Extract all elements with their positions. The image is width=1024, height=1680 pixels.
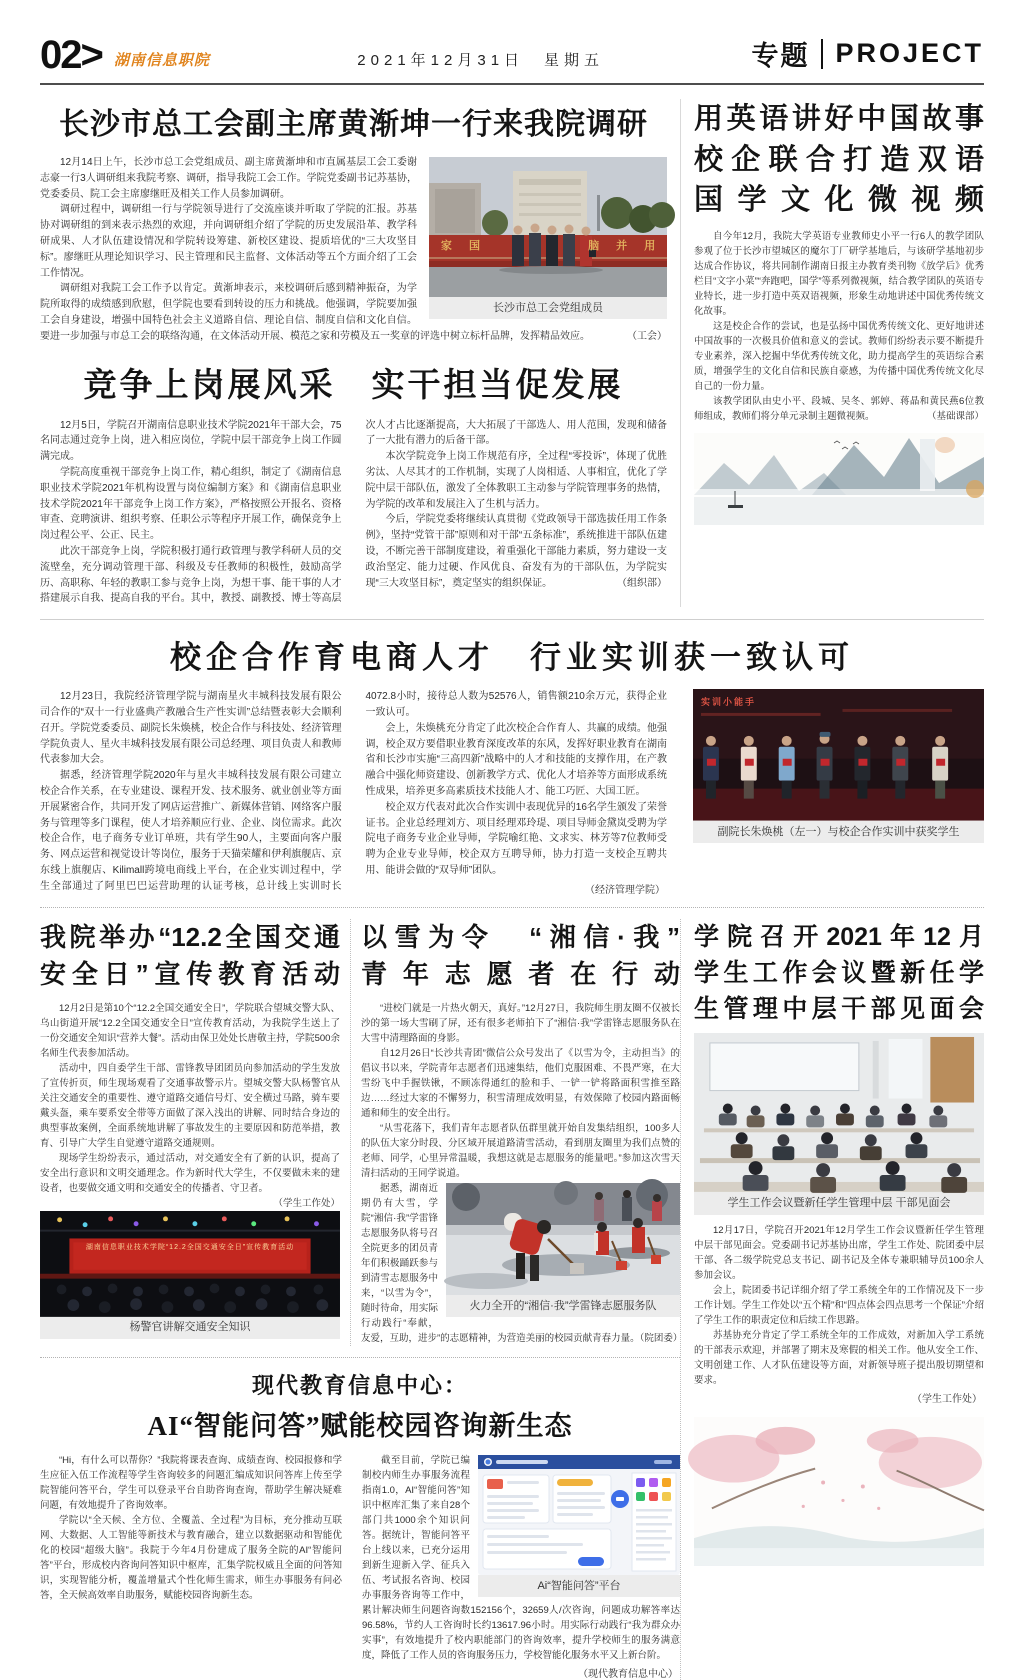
article-snow-headline xyxy=(361,919,680,993)
photo-union-visit-image xyxy=(429,157,667,297)
ai-screenshot-caption: Ai“智能问答”平台 xyxy=(478,1575,680,1597)
bottom-columns xyxy=(40,919,683,1346)
paragraph xyxy=(366,512,668,591)
article-meeting-headline xyxy=(694,919,984,1028)
ink-painting-blossom-image xyxy=(694,1417,984,1566)
paragraph: 截至目前，学院已编制校内师生办事服务流程指南1.0，AI“智能问答”知识中枢库汇集了来自28个部门共1000余个知识问答。据统计，智能问答平台上线以来，已充分运用到新生迎新入学、征兵入伍、考试报名咨询、校园办事服务咨询等工作中，累计解决师生问题咨询数152156个，32659人/次咨询，问题成功解答率达96.58%，节约人工咨询时长约13617.96小时。用实际行动践行“我为群众办实事”，有效地提升了校内职能部门的咨询效率，提升学校师生的服务满意度，降低了工作人员的咨询服务压力，学校智能化服务水平又上新台阶。 xyxy=(362,1454,680,1661)
section-divider xyxy=(40,619,984,620)
article-cadre-competition xyxy=(40,359,667,608)
ai-platform-screenshot xyxy=(478,1455,680,1575)
paragraph: 会上，院团委书记详细介绍了学工系统全年的工作情况及下一步工作计划。学生工作处以“五个精”和“四点体会四点思考一个保证”介绍了学生工作的职责定位和后续工作思路。 xyxy=(694,1284,984,1326)
ai-screenshot-image xyxy=(478,1455,680,1575)
paragraph: 会上，朱焕桃充分肯定了此次校企合作育人、共赢的成绩。他强调，校企双方要借职业教育深度改革的东风，发挥好职业教育在湖南省和长沙市实施“三高四新”战略中的人才和技能的支撑作用，在产教融合中强化师资建设、创新教学方式、优化人才培养等方面形成系统性成果，培养更多高素质技术技能人才、能工巧匠、大国工匠。 xyxy=(365,722,667,797)
photo-meeting-caption: 学生工作会议暨新任学生管理中层 干部见面会 xyxy=(694,1192,984,1214)
paragraph: “Hi，有什么可以帮你？”我院将课表查询、成绩查询、校园报修和学生应征入伍工作流程等学生咨询较多的问题汇编成知识问答库上传至学院智能问答平台，学生可以登录平台自助咨询查询，帮助学生解决疑难问题，有效地提升了咨询效率。 xyxy=(40,1454,342,1511)
paragraph-text: 今后，学院党委将继续认真贯彻《党政领导干部选拔任用工作条例》，坚持“党管干部”原则和对干部“五条标准”，系统推进干部队伍建设，不断完善干部制度建设，着重强化干部能力素质，努力建设一支政治坚定、能力过硬、作风优良、奋发有为的干部队伍，为学院实现“三大攻坚目标”，奠定坚实的组织保证。 xyxy=(365,514,667,589)
paragraph: 据悉，经济管理学院2020年与星火丰城科技发展有限公司建立校企合作关系，在专业建设、课程开发、技术服务、就业创业等方面开展紧密合作，共同开发了网店运营推广、新媒体营销、网络客户服务与管理等多门课程，使人才培养顺应行业、企业、岗位需求。此次校企合作，电子商务专业订单班，共有学生90人，主要面向客户服务、网点运营和视觉设计等岗位，服务于天猫荣耀和伊利旗舰店、京东线上旗舰店、Kilimall跨境电商线上平台，在企业实训过程中，学生全部通过了阿里巴巴运营助理的认证考核，总计线上实训时长4072.8小时，接待总人数为52576人，销售额210余万元，获得企业一致认可。 xyxy=(40,691,667,892)
article-english-video-body xyxy=(694,229,984,424)
masthead-logo: 湖南信息职院 xyxy=(113,52,210,69)
paragraph-text: 现场学生纷纷表示，通过活动，对交通安全有了新的认识，提高了安全出行意识和文明交通理念。作为新时代大学生，不仅要做未来的建设者，也要做交通文明和交通安全的传播者、守卫者。 xyxy=(40,1152,340,1194)
paragraph: 12月14日上午，长沙市总工会党组成员、副主席黄渐坤和市直属基层工会工委谢志豪一行3人调研组来我院考察、调研，指导我院工会工作。学院党委副书记苏基协，党委委员、院工会主席廖继旺及相关工作人员参加调研。 xyxy=(40,157,417,200)
headline-line-1: 学院召开2021年12月 xyxy=(694,922,984,951)
paragraph: 12月17日，学院召开2021年12月学生工作会议暨新任学生管理中层干部见面会。党委副书记苏基协出席，学生工作处、院团委中层干部、各二级学院党总支书记、副书记及全体专兼职辅导员100余人参加会议。 xyxy=(694,1224,984,1281)
page-number: 02> xyxy=(40,33,102,77)
headline-line-2: 校企联合打造双语 xyxy=(694,143,984,176)
headline-line-1: 用英语讲好中国故事 xyxy=(694,103,984,135)
header-left xyxy=(40,33,210,77)
top-left-column xyxy=(40,99,680,607)
photo-traffic-banner-text: 湖南信息职业技术学院“12.2全国交通安全日”宣传教育活动 xyxy=(85,1243,295,1251)
article-ai-headline-1: 现代教育信息中心： xyxy=(251,1372,468,1398)
article-cadre-headline: 竞争上岗展风采 实干担当促发展 xyxy=(83,367,624,404)
article-traffic-safety xyxy=(40,919,350,1346)
byline: （经济管理学院） xyxy=(585,884,665,896)
photo-traffic-lecture xyxy=(40,1204,340,1317)
article-union-visit-headline: 长沙市总工会副主席黄渐坤一行来我院调研 xyxy=(59,108,648,141)
paragraph: 学院高度重视干部竞争上岗工作，精心组织，制定了《湖南信息职业技术学院2021年机构设置与岗位编制方案》和《湖南信息职业技术学院2021年干部竞争上岗工作方案》，严格按照公开报名、资格审查、竞聘演讲、组织考察、任职公示等程序开展工作，确保竞争上岗过程公平、公正、民主。 xyxy=(40,466,342,542)
article-traffic-headline xyxy=(40,919,340,993)
ink-painting-blossom xyxy=(694,1417,984,1566)
section-title-cn: 专题 xyxy=(751,41,810,71)
section-divider-bar xyxy=(821,39,823,69)
bottom-left-group xyxy=(40,919,683,1680)
publication-date: 2021年12月31日 星期五 xyxy=(357,52,605,69)
article-ecommerce-content xyxy=(40,689,984,896)
photo-wall-text-right: 脑 并 用 xyxy=(588,239,663,252)
ink-painting-image xyxy=(694,433,984,525)
top-section xyxy=(40,99,984,607)
byline: （现代教育信息中心） xyxy=(578,1668,678,1680)
article-ai-body xyxy=(40,1453,680,1680)
paragraph: 据悉，湖南近期仍有大雪，学院“湘信·我”学雷锋志愿服务队将号召全院更多的团员青年们积极踊跃参与到清雪志愿服务中来，“以雪为令”，随时待命，用实际行动践行“奉献，友爱，互助，进步”的志愿精神，为营造美丽的校园贡献青春力量。（院团委） xyxy=(361,1182,683,1344)
photo-award-ceremony xyxy=(693,689,984,821)
article-ecommerce-training xyxy=(40,632,984,896)
article-english-video xyxy=(680,99,984,607)
paragraph-text: 该教学团队由史小平、段城、吴冬、郭婷、蒋晶和黄民燕6位教师组成，教师们将分单元录制主题微视频。 xyxy=(694,395,984,422)
headline-line-2: 学生工作会议暨新任学 xyxy=(694,958,984,987)
photo-snow-block xyxy=(446,1183,680,1317)
paragraph xyxy=(694,394,984,424)
photo-award-block xyxy=(680,689,984,896)
photo-traffic-caption: 杨警官讲解交通安全知识 xyxy=(40,1316,340,1338)
article-union-visit xyxy=(40,99,667,345)
article-union-visit-body xyxy=(40,155,667,345)
photo-snow-shoveling xyxy=(446,1183,680,1295)
photo-wall-text-left: 家 国 xyxy=(440,239,487,252)
headline-line-2: 安全日”宣传教育活动 xyxy=(40,958,340,989)
paragraph xyxy=(40,1151,340,1209)
photo-snow-image xyxy=(446,1183,680,1295)
paragraph-text: 调研组对我院工会工作予以肯定。黄渐坤表示，来校调研后感到精神振奋，为学院所取得的成绩感到欣慰，但学院也要看到转设的压力和挑战。他强调，学院要加强工会自身建设，增强中国特色社会主义道路自信、理论自信、制度自信和文化自信。要进一步加强与市总工会的联络沟通，在文体活动开展、模范之家和劳模及五一奖章的评选中树立标杆品牌，发挥精品效应。 xyxy=(40,283,590,342)
photo-award-overlay-text: 实训小能手 xyxy=(701,697,757,708)
article-ecommerce-body xyxy=(40,689,680,896)
byline: （学生工作处） xyxy=(273,1197,340,1209)
ink-painting-landscape xyxy=(694,433,984,525)
paragraph: 学院以“全天候、全方位、全覆盖、全过程”为目标，充分推动互联网、大数据、人工智能等新技术与教育融合，建立以数据驱动和智能优化的校园“超级大脑”。我院于今年4月份建成了服务全院的AI“智能问答”平台，形成校内咨询问答知识中枢库，汇集学院权威且全面的问答知识，实现智能分析，覆盖增量式个性化师生需求，师生办事服务有问必答，全天候高效率自助服务，赋能校园咨询新生态。 xyxy=(40,1514,342,1601)
photo-traffic-image xyxy=(40,1211,340,1317)
section-divider-dotted xyxy=(40,907,984,908)
headline-line-3: 生管理中层干部见面会 xyxy=(694,995,984,1024)
paragraph: 苏基协充分肯定了学工系统全年的工作成效，对新加入学工系统的干部表示欢迎，并部署了期末及寒假的相关工作。他从安全工作、文明创建工作、人才队伍建设等方面，对新领导班子提出殷切期望和要求。 xyxy=(694,1329,984,1386)
photo-award-image xyxy=(693,689,984,821)
photo-union-visit xyxy=(429,157,667,297)
photo-award-caption: 副院长朱焕桃（左一）与校企合作实训中获奖学生 xyxy=(693,821,984,843)
paragraph: 本次学院竞争上岗工作规范有序，全过程“零投诉”，体现了优胜劣汰、人尽其才的工作机制，实现了人岗相适、人事相宜，优化了学院中层干部队伍，激发了全体教职工主动参与学院管理事务的热情，为学院的改革和发展注入了生机与活力。 xyxy=(365,451,667,510)
article-english-video-headline xyxy=(694,99,984,221)
paragraph: 活动中，四自委学生干部、雷锋教导团团员向参加活动的学生发放了宣传折页，师生现场观看了交通事故警示片。望城交警大队杨警官从关注交通安全的重要性、遵守道路交通信号灯、安全横过马路，骑车要戴头盔，乘车要系安全带等方面做了深入浅出的讲解、同时结合身边的典型事故案例，全面系统地讲解了事故发生的主要原因和防范举措，教育、引导广大学生自觉遵守道路交通规则。 xyxy=(40,1062,340,1149)
article-snow-wrap xyxy=(361,1181,683,1346)
paragraph: 这是校企合作的尝试，也是弘扬中国优秀传统文化、更好地讲述中国故事的一次极具价值和意义的尝试。教师们纷纷表示要不断提升专业素养，深入挖掘中华优秀传统文化，助力提高学生的英语综合素质，增强学生的文化自信和民族自豪感，为传播中国优秀传统文化尽自己的一份力量。 xyxy=(694,320,984,392)
headline-line-3: 国学文化微视频 xyxy=(694,184,984,217)
paragraph: “进校门就是一片热火朝天，真好。”12月27日，我院师生朋友圈不仅被长沙的第一场大雪刷了屏，还有很多老师拍下了“湘信·我”学雷锋志愿服务队在大雪中清理路面的身影。 xyxy=(361,1002,680,1044)
section-divider-dotted xyxy=(40,1357,680,1358)
headline-line-2: 青年志愿者在行动 xyxy=(361,958,680,989)
bottom-section xyxy=(40,919,984,1680)
article-ai-headline-2: AI“智能问答”赋能校园咨询新生态 xyxy=(147,1410,573,1441)
article-cadre-body xyxy=(40,418,667,608)
article-snow-volunteers xyxy=(350,919,683,1346)
paragraph: 自12月26日“长沙共青团”微信公众号发出了《以雪为令，主动担当》的倡议书以来，学院青年志愿者们迅速集结，他们克服困难、不畏严寒，在大雪纷飞中手握铁锹，不顾冻得通红的脸和手、一铲一铲将路面积雪推至路边……经过大家的不懈努力，积雪清理成效明显，有效保障了校园内路面畅通和师生的安全出行。 xyxy=(361,1047,680,1119)
article-meeting-body xyxy=(694,1223,984,1405)
photo-snow-caption: 火力全开的“湘信·我”学雷锋志愿服务队 xyxy=(446,1295,680,1317)
photo-union-visit-block xyxy=(429,157,667,319)
paragraph: “从雪花落下，我们青年志愿者队伍群里就开始自发集结组织，100多人的队伍大家分时段、分区域开展道路清雪活动，看到朋友圈里为我们点赞的老师、同学，心里异常温暖，我想这就是志愿服务的能量吧。”参加这次雪天清扫活动的王同学说道。 xyxy=(361,1122,680,1179)
byline: （学生工作处） xyxy=(912,1393,982,1405)
paragraph: 调研过程中，调研组一行与学院领导进行了交流座谈并听取了学院的汇报。苏基协对调研组的到来表示热烈的欢迎，并向调研组介绍了学院的历史发展沿革、教学科研成果、人才队伍建设情况和学院转设筹建、新校区建设、提质培优的“三大攻坚目标”。廖继旺从理论知识学习、民主管理和民主监督、文体活动等五个方面介绍了工会工作情况。 xyxy=(40,204,417,279)
headline-line-1: 我院举办“12.2全国交通 xyxy=(40,921,340,952)
article-ai-qa xyxy=(40,1369,680,1680)
ai-screenshot-block xyxy=(478,1455,680,1597)
article-snow-body xyxy=(361,1001,683,1346)
photo-meeting-image xyxy=(694,1033,984,1192)
article-student-meeting xyxy=(680,919,984,1680)
ai-body-column-1 xyxy=(40,1453,352,1680)
byline: （基础课部） xyxy=(926,410,984,422)
paragraph: 此次干部竞争上岗，学院积极打通行政管理与教学科研人员的交流壁垒，充分调动管理干部、科级及专任教师的积极性，鼓励高学历、高职称、年轻的教职工参与竞争上岗，为想干事、能干事的人才搭建展示自我、提高自我的平台。其中，教授、副教授、博士等高层次人才占比逐渐提高，大大拓展了干部选人、用人范围，发现和储备了一大批有潜力的后备干部。 xyxy=(40,419,667,605)
ai-body-column-2 xyxy=(352,1453,680,1680)
paragraph: 12月2日是第10个“12.2全国交通安全日”，学院联合望城交警大队、乌山街道开展“12.2全国交通安全日”宣传教育活动，为我院学生送上了一份交通安全知识“营养大餐”。活动由保卫处处长唐敬主持，学院500余名师生代表参加活动。 xyxy=(40,1002,340,1059)
byline: （工会） xyxy=(627,330,667,342)
photo-meeting-room xyxy=(694,1033,984,1192)
byline: （组织部） xyxy=(617,577,667,589)
section-title-en: PROJECT xyxy=(835,38,984,68)
page-header xyxy=(40,34,984,85)
paragraph: 12月23日，我院经济管理学院与湖南星火丰城科技发展有限公司合作的“双十一行业盛典产教融合生产性实训”总结暨表彰大会顺利召开。学院党委委员、副院长朱焕桃，校企合作与科技处、经济管理学院负责人、星火丰城科技发展有限公司总经理、项目负责人和教师代表参加大会。 xyxy=(40,691,342,766)
article-traffic-body xyxy=(40,1001,340,1209)
paragraph: 12月5日，学院召开湖南信息职业技术学院2021年干部大会，75名同志通过竞争上岗，进入相应岗位，学院中层干部竞争上岗工作圆满完成。 xyxy=(40,419,342,463)
article-ecommerce-headline: 校企合作育电商人才 行业实训获一致认可 xyxy=(170,640,854,676)
headline-line-1: 以雪为令 “湘信·我” xyxy=(361,921,680,952)
paragraph: 校企双方代表对此次合作实训中表现优异的16名学生颁发了荣誉证书。企业总经理刘方、项目经理邓玲瑅、项目导师金黛岚受聘为学院电子商务专业企业导师，学院喻红艳、文求实、林芳等7位教师受聘为企业专业导师，校企双方互聘导师，协力打造一支校企互聘共用、能讲会做的“双导师”团队。 xyxy=(365,801,667,876)
photo-union-visit-caption: 长沙市总工会党组成员 xyxy=(429,297,667,319)
photo-meeting-block xyxy=(694,1033,984,1214)
paragraph: 自今年12月，我院大学英语专业教师史小平一行6人的教学团队参观了位于长沙市望城区的魔尔丁厂研学基地后，与该研学基地初步达成合作协议，将共同制作湖南日报主办教育类刊物《放学后》优秀栏目“文字小菜”“奔跑吧，国学”等系列微视频，结合教学团队的英语专业特长，进一步打造中英双语视频，形象生动地讲述中国优秀传统文化故事。 xyxy=(694,230,984,317)
section-title xyxy=(751,34,984,73)
photo-traffic-block xyxy=(40,1204,340,1339)
